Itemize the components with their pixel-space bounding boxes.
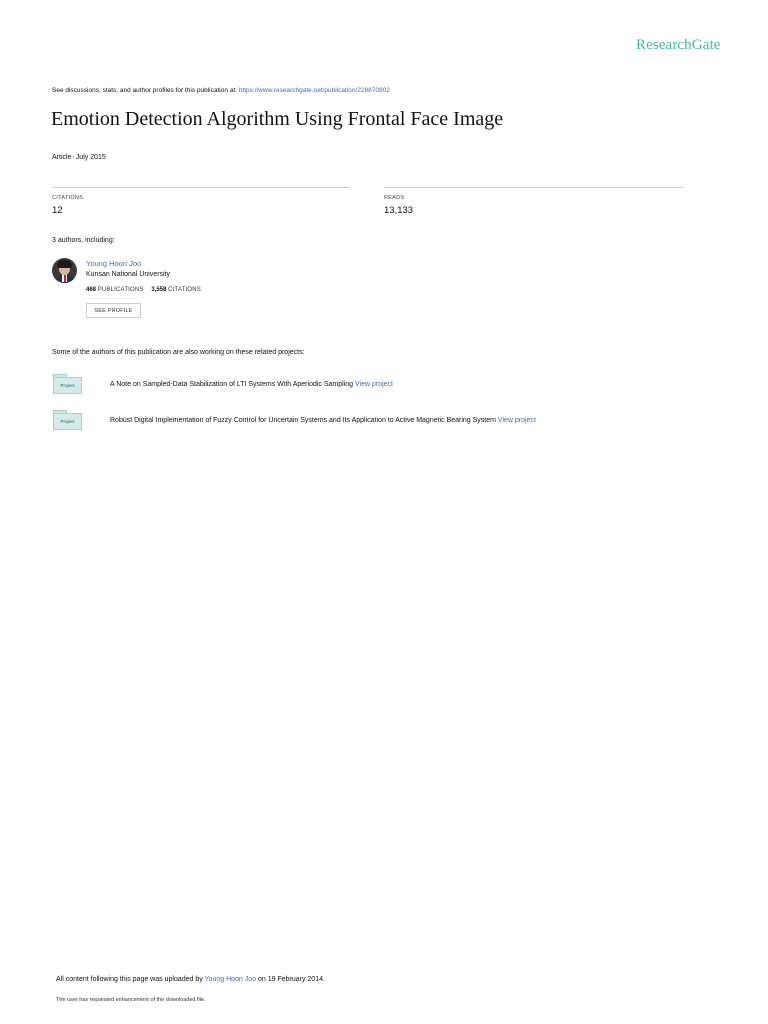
view-project-link[interactable]: View project (497, 417, 536, 424)
publication-date: July 2015 (75, 154, 106, 161)
reads-divider (384, 187, 684, 188)
meta-separator: · (72, 154, 75, 161)
project-folder-icon (53, 374, 83, 395)
publication-meta (52, 154, 106, 161)
project-icon-label: Project (53, 413, 82, 430)
uploader-link[interactable]: Young Hoon Joo (204, 976, 257, 983)
author-avatar[interactable] (52, 258, 77, 283)
authors-heading: 3 authors, including: (52, 237, 115, 244)
publication-title: Emotion Detection Algorithm Using Frontal Face Image (51, 108, 504, 130)
discussion-prefix: See discussions, stats, and author profiles for this publication at: (52, 87, 239, 94)
related-projects-heading: Some of the authors of this publication are also working on these related projects: (52, 349, 305, 356)
discussion-line (52, 87, 390, 94)
author-publications-label: PUBLICATIONS (97, 287, 144, 293)
upload-prefix: All content following this page was uploaded by (56, 976, 205, 983)
reads-label: READS (384, 195, 405, 201)
author-institution: Kunsan National University (86, 271, 171, 278)
author-stats (86, 287, 207, 293)
project-folder-icon (53, 410, 83, 431)
project-item (110, 417, 536, 424)
researchgate-logo[interactable]: ResearchGate (636, 37, 721, 53)
reads-value: 13,133 (384, 205, 414, 216)
citations-divider (52, 187, 350, 188)
view-project-link[interactable]: View project (355, 381, 394, 388)
author-name-link[interactable]: Young Hoon Joo (86, 259, 142, 268)
author-citations-count: 3,558 (151, 287, 167, 293)
upload-footer (56, 976, 325, 983)
project-title: Robust Digital Implementation of Fuzzy Control for Uncertain Systems and Its Application to Active Magnetic Bearing System (110, 417, 496, 424)
citations-label: CITATIONS (52, 195, 84, 201)
publication-url-link[interactable]: https://www.researchgate.net/publication/228870902 (238, 87, 390, 94)
see-profile-button[interactable]: SEE PROFILE (86, 303, 141, 318)
author-publications-count: 468 (86, 287, 97, 293)
publication-type: Article (52, 154, 72, 161)
project-icon-label: Project (53, 377, 82, 394)
project-title: A Note on Sampled-Data Stabilization of LTI Systems With Aperiodic Sampling (110, 381, 354, 388)
project-item (110, 381, 393, 388)
enhancement-note: The user has requested enhancement of the downloaded file. (56, 997, 206, 1003)
upload-suffix: on 19 February 2014. (256, 976, 325, 983)
citations-value: 12 (52, 205, 63, 216)
author-citations-label: CITATIONS (168, 287, 201, 293)
